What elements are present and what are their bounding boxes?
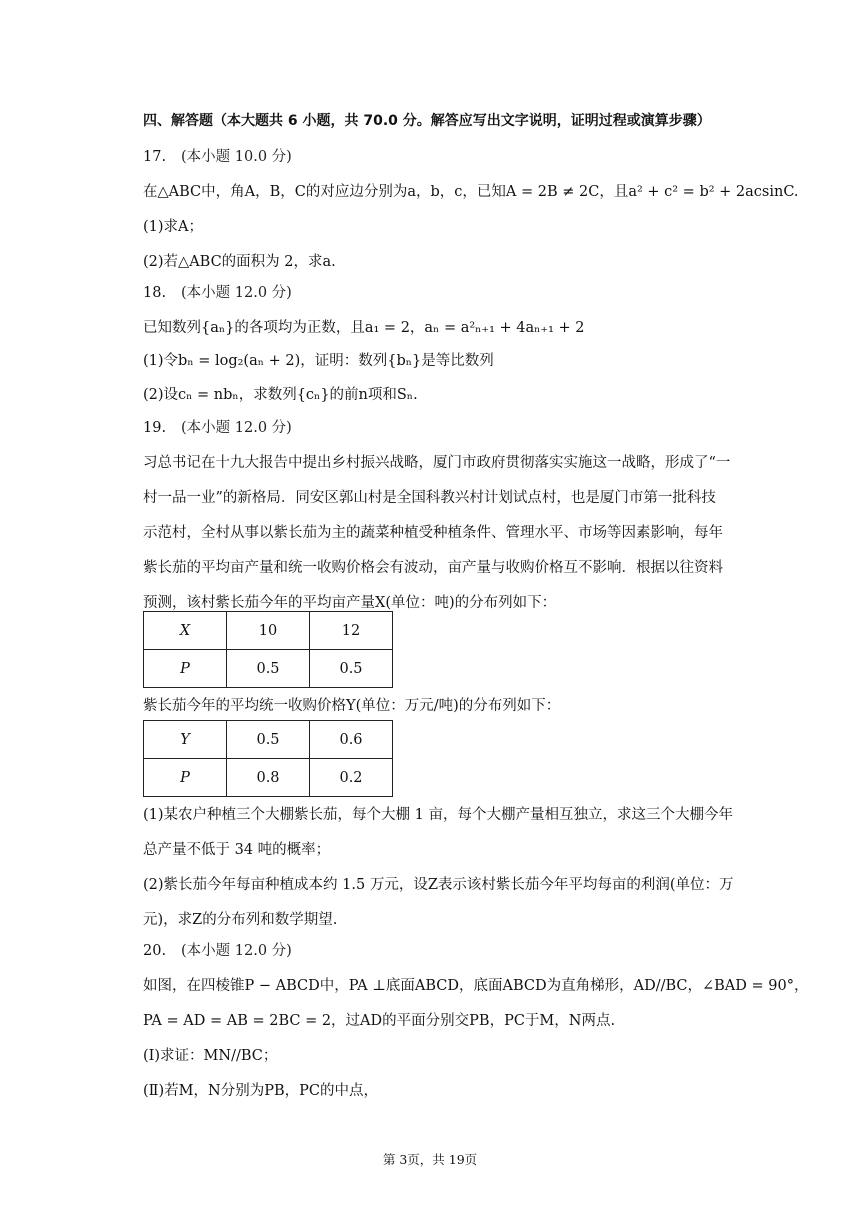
table-cell: 0.6: [310, 721, 393, 759]
page-footer: 第 3页，共 19页: [382, 1152, 478, 1167]
q19-part2-line: (2)紫长茄今年每亩种植成本约 1.5 万元，设Z表示该村紫长茄今年平均每亩的利润(单位：万: [143, 877, 734, 893]
table-row: [144, 721, 393, 759]
q17-header: [143, 147, 763, 167]
q18-header: [143, 283, 763, 303]
q19-part1-line: (1)某农户种植三个大棚紫长茄，每个大棚 1 亩，每个大棚产量相互独立，求这三个大棚今年: [143, 807, 733, 823]
table-cell: 12: [310, 612, 393, 650]
q19-para-line: 预测，该村紫长茄今年的平均亩产量X(单位：吨)的分布列如下：: [143, 595, 557, 611]
table-row: [144, 612, 393, 650]
q17-part1: (1)求A；: [143, 219, 204, 235]
q19-part2-line: 元)，求Z的分布列和数学期望.: [143, 912, 338, 928]
q19-para-line: 紫长茄的平均亩产量和统一收购价格会有波动，亩产量与收购价格互不影响．根据以往资料: [143, 560, 723, 576]
q17-part2: (2)若△ABC的面积为 2，求a.: [143, 254, 336, 270]
table-cell: 0.8: [227, 759, 310, 797]
table-cell: 10: [227, 612, 310, 650]
q19-points: (本小题 12.0 分): [181, 420, 292, 436]
q19-mid-text: 紫长茄今年的平均统一收购价格Y(单位：万元/吨)的分布列如下：: [143, 698, 561, 714]
table-x-distribution: [143, 611, 393, 688]
q19-part1-line: 总产量不低于 34 吨的概率；: [143, 842, 331, 858]
q17-stem: 在△ABC中，角A，B，C的对应边分别为a，b，c，已知A = 2B ≠ 2C，且a² + c² = b² + 2acsinC.: [143, 184, 799, 200]
q17-points: (本小题 10.0 分): [181, 149, 292, 165]
q20-part1: (Ⅰ)求证：MN//BC；: [143, 1048, 278, 1064]
q18-part2: (2)设cₙ = nbₙ，求数列{cₙ}的前n项和Sₙ.: [143, 387, 418, 403]
q20-number: 20.: [143, 943, 167, 959]
q20-header: [143, 941, 763, 961]
q18-part1: (1)令bₙ = log₂(aₙ + 2)，证明：数列{bₙ}是等比数列: [143, 353, 494, 369]
q18-points: (本小题 12.0 分): [181, 285, 292, 301]
table-cell: 0.5: [227, 721, 310, 759]
q18-number: 18.: [143, 285, 167, 301]
q20-points: (本小题 12.0 分): [181, 943, 292, 959]
table-y-distribution: [143, 720, 393, 797]
q20-line2: PA = AD = AB = 2BC = 2，过AD的平面分别交PB，PC于M，N两点.: [143, 1013, 616, 1029]
q19-number: 19.: [143, 420, 167, 436]
table-cell: P: [144, 759, 227, 797]
q19-para-line: 习总书记在十九大报告中提出乡村振兴战略，厦门市政府贯彻落实实施这一战略，形成了“一: [143, 455, 731, 471]
table-cell: Y: [144, 721, 227, 759]
table-cell: X: [144, 612, 227, 650]
q17-number: 17.: [143, 149, 167, 165]
q19-para-line: 示范村，全村从事以紫长茄为主的蔬菜种植受种植条件、管理水平、市场等因素影响，每年: [143, 525, 723, 541]
table-cell: 0.2: [310, 759, 393, 797]
q19-header: [143, 418, 763, 438]
q20-part2: (Ⅱ)若M，N分别为PB，PC的中点，: [143, 1083, 378, 1099]
table-row: [144, 759, 393, 797]
table-cell: 0.5: [310, 650, 393, 688]
q18-stem: 已知数列{aₙ}的各项均为正数，且a₁ = 2，aₙ = a²ₙ₊₁ + 4aₙ₊₁ + 2: [143, 320, 585, 336]
table-row: [144, 650, 393, 688]
table-cell: 0.5: [227, 650, 310, 688]
section-heading: 四、解答题（本大题共 6 小题，共 70.0 分。解答应写出文字说明，证明过程或演算步骤）: [143, 113, 711, 129]
q19-para-line: 村一品一业”的新格局．同安区郭山村是全国科教兴村计划试点村，也是厦门市第一批科技: [143, 490, 716, 506]
q20-line1: 如图，在四棱锥P − ABCD中，PA ⊥底面ABCD，底面ABCD为直角梯形，AD//BC，∠BAD = 90°，: [143, 978, 809, 994]
table-cell: P: [144, 650, 227, 688]
